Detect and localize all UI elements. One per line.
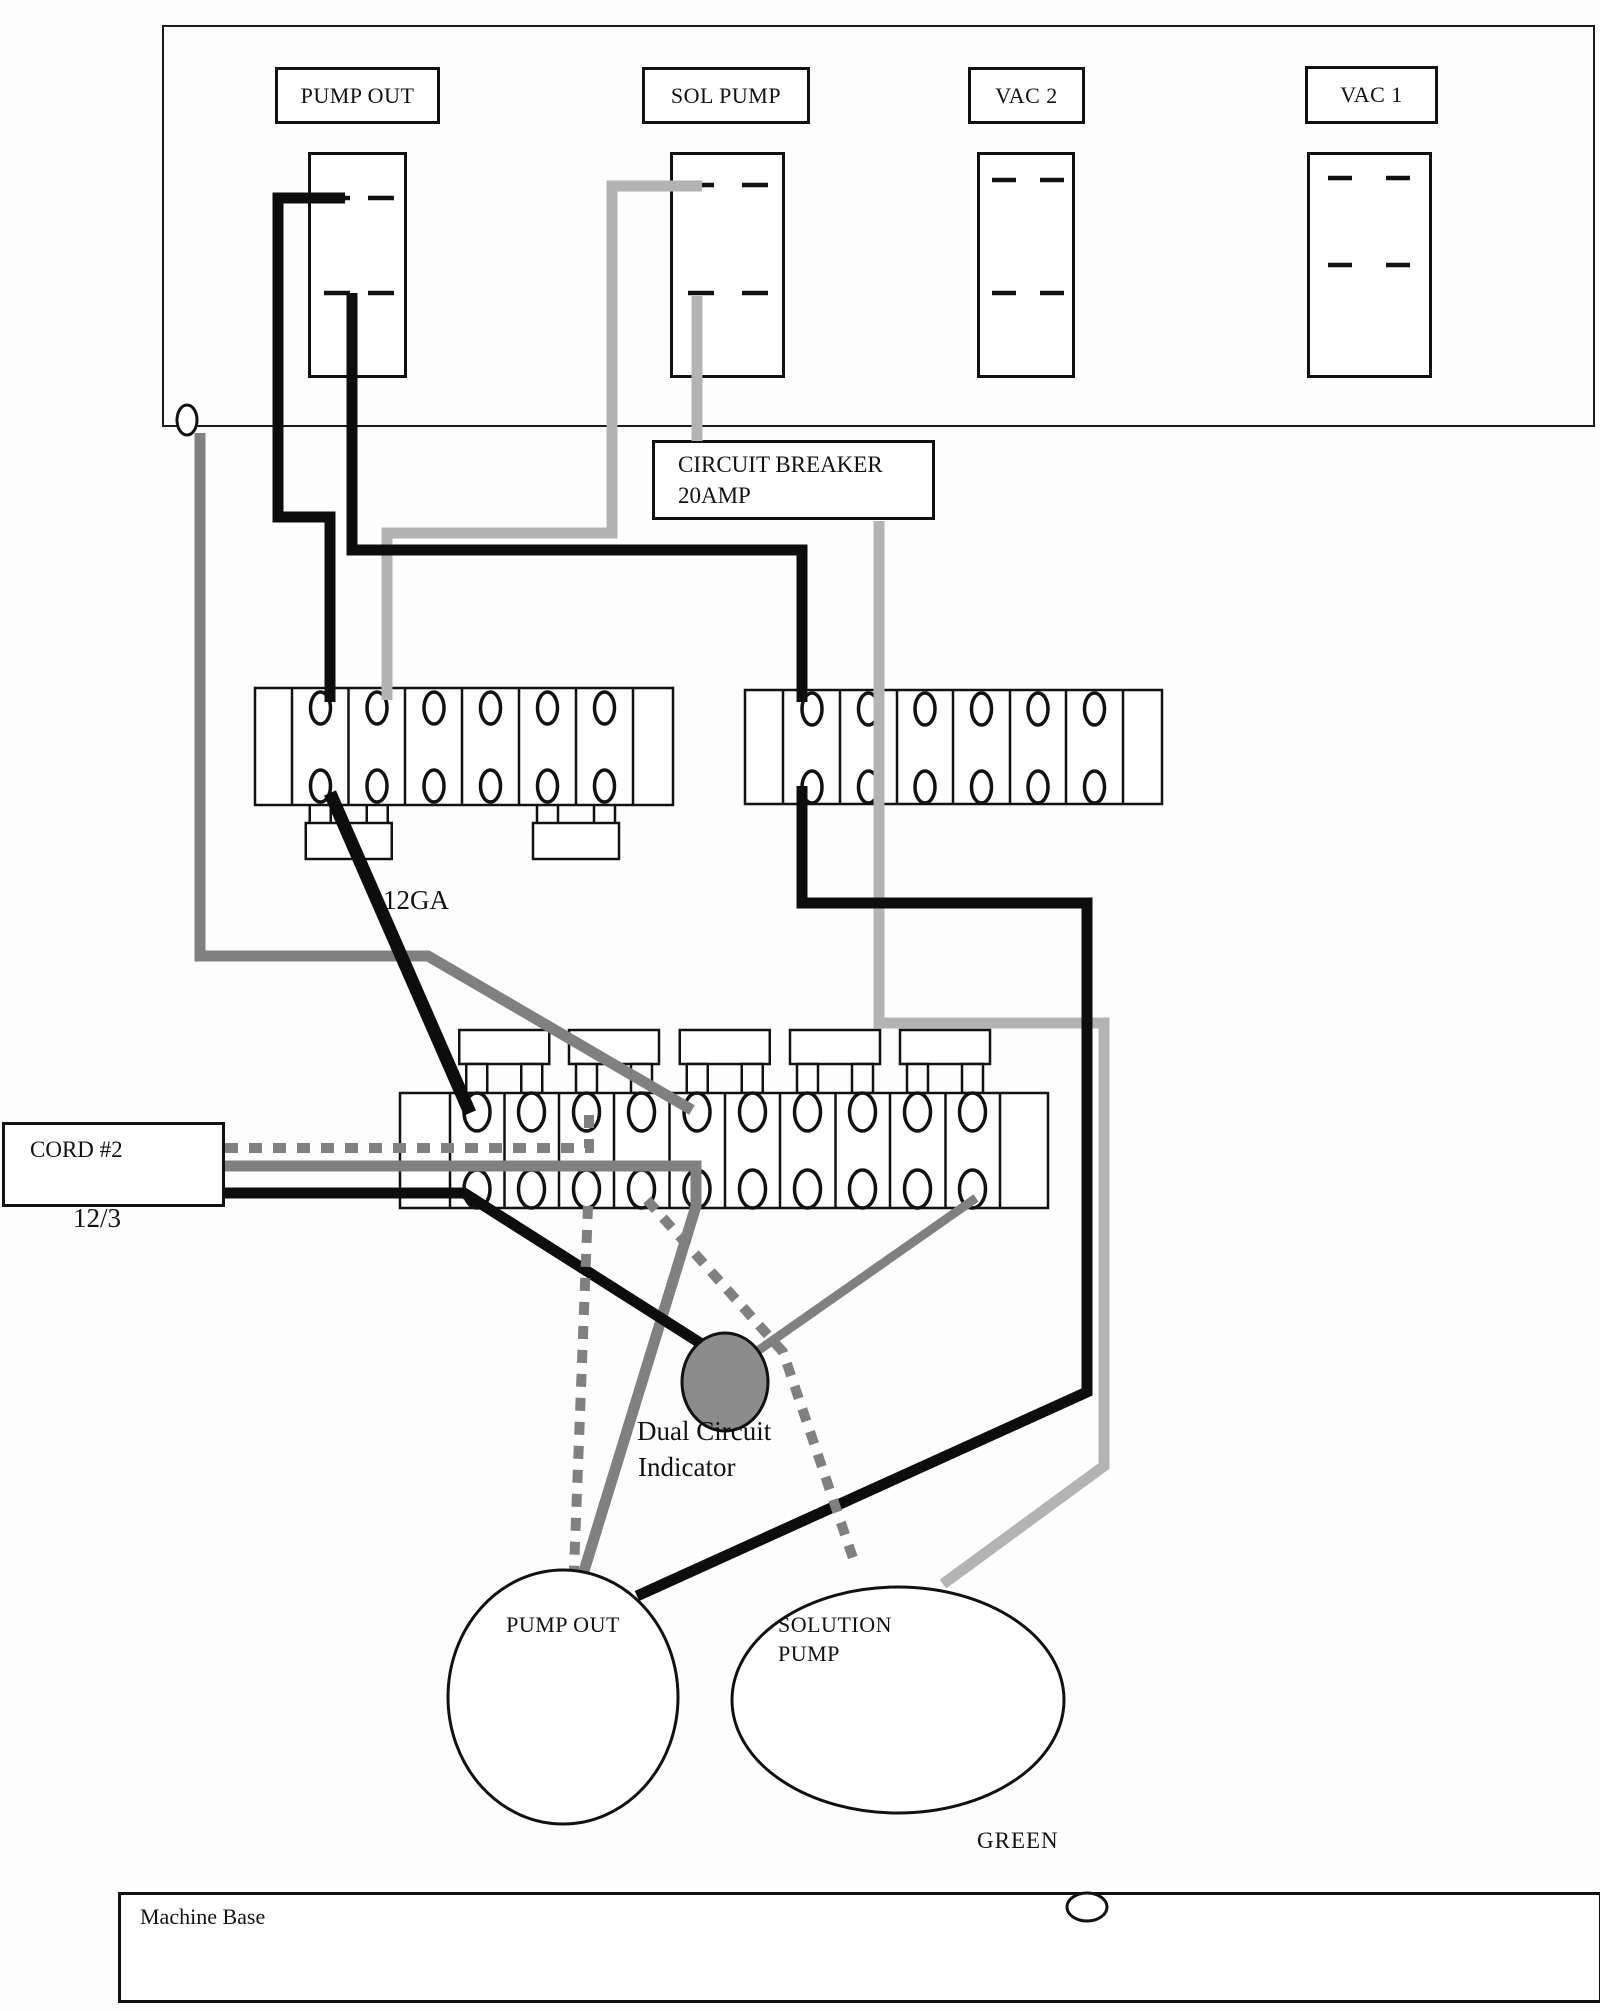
pump-out-switch-label: PUMP OUT	[300, 82, 415, 108]
switch-contact-dashes	[324, 178, 1410, 293]
right-terminal-block	[745, 690, 1162, 804]
pump-out-motor-label: PUMP OUT	[506, 1612, 620, 1637]
circuit-breaker-line1: CIRCUIT BREAKER	[678, 452, 883, 477]
solution-pump-label-line2: PUMP	[778, 1641, 840, 1666]
indicator-label-line1: Dual Circuit	[637, 1416, 772, 1446]
sol-pump-switch-label: SOL PUMP	[670, 82, 782, 108]
solution-pump-label-line1: SOLUTION	[778, 1612, 892, 1637]
wire-cord-gray-to-pump-out	[225, 1166, 696, 1571]
left-terminal-block	[255, 688, 673, 859]
vac1-switch-label: VAC 1	[1340, 82, 1403, 107]
machine-base-label: Machine Base	[140, 1904, 266, 1929]
indicator-label-line2: Indicator	[638, 1452, 736, 1482]
cord-gauge-label: 12/3	[73, 1203, 122, 1233]
wire-pumpout-top-to-left-block	[278, 198, 345, 702]
wire-solpump-top-to-left-block	[387, 186, 702, 700]
pump-out-motor	[448, 1570, 678, 1824]
green-ground-label: GREEN	[977, 1828, 1059, 1853]
machine-base-grommet	[1067, 1893, 1107, 1921]
middle-terminal-block	[400, 1030, 1048, 1208]
wire-cord-black-to-indicator	[225, 1193, 708, 1348]
wire-gauge-label: 12GA	[383, 885, 449, 915]
vac2-switch-label: VAC 2	[995, 82, 1058, 108]
wire-middle-block-to-indicator-right	[759, 1198, 976, 1350]
cord2-label: CORD #2	[30, 1137, 123, 1162]
wire-pumpout-bottom-to-right-block	[352, 293, 802, 702]
panel-grommet	[177, 405, 197, 435]
circuit-breaker-line2: 20AMP	[678, 483, 751, 508]
